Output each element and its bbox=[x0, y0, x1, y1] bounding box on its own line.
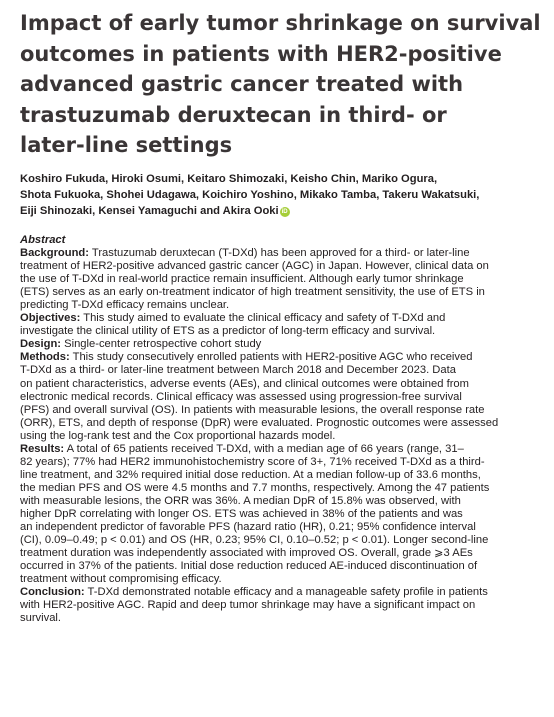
section-text: electronic medical records. Clinical efficacy was assessed using progression-free survival bbox=[20, 390, 462, 403]
title-line: Impact of early tumor shrinkage on survival bbox=[20, 11, 541, 35]
section-label: Methods: bbox=[20, 351, 70, 364]
author-line-last bbox=[20, 203, 540, 219]
section-text: higher DpR correlating with longer OS. ETS was achieved in 38% of the patients and was bbox=[20, 507, 463, 520]
section-text: treatment without compromising efficacy. bbox=[20, 573, 222, 586]
abstract-objectives bbox=[20, 312, 544, 338]
author-line: Koshiro Fukuda, Hiroki Osumi, Keitaro Shimozaki, Keisho Chin, Mariko Ogura, bbox=[20, 173, 438, 185]
section-label: Objectives: bbox=[20, 312, 81, 325]
section-text: survival. bbox=[20, 612, 62, 625]
article-title bbox=[20, 8, 540, 161]
section-label: Results: bbox=[20, 442, 65, 455]
author-list bbox=[20, 171, 540, 219]
section-text: on patient characteristics, adverse events (AEs), and clinical outcomes were obtained from bbox=[20, 377, 469, 390]
title-line: advanced gastric cancer treated with bbox=[20, 72, 464, 96]
title-line: outcomes in patients with HER2-positive bbox=[20, 41, 502, 66]
abstract-methods bbox=[20, 351, 544, 442]
section-text: (ETS) serves as an early on-treatment indicator of high treatment sensitivity, the use of ETS in bbox=[20, 286, 485, 299]
section-text: Single-center retrospective cohort study bbox=[61, 338, 262, 351]
section-text: 82 years); 77% had HER2 immunohistochemistry score of 3+, 71% received T-DXd as a third- bbox=[20, 455, 485, 468]
abstract-heading: Abstract bbox=[20, 234, 66, 246]
abstract-design bbox=[20, 338, 544, 351]
section-text: investigate the clinical utility of ETS as a predictor of long-term efficacy and survival. bbox=[20, 325, 436, 338]
section-text: the use of T-DXd in real-world practice remain insufficient. Although early tumor shrinkage bbox=[20, 273, 464, 286]
section-text: (PFS) and overall survival (OS). In patients with measurable lesions, the overall response rate bbox=[20, 403, 485, 416]
section-text: treatment of HER2-positive advanced gastric cancer (AGC) in Japan. However, clinical data on bbox=[20, 260, 489, 273]
section-text: occurred in 37% of the patients. Initial dose reduction reduced AE-induced discontinuation of bbox=[20, 560, 478, 573]
title-line: later-line settings bbox=[20, 133, 233, 157]
section-text: line treatment, and 32% required initial dose reduction. At a median follow-up of 33.6 months, bbox=[20, 468, 481, 481]
section-text: T-DXd demonstrated notable efficacy and a manageable safety profile in patients bbox=[84, 586, 488, 599]
section-text: (CI), 0.09–0.49; p < 0.01) and OS (HR, 0.23; 95% CI, 0.10–0.52; p < 0.01). Longer second-line bbox=[20, 534, 489, 547]
section-text: with HER2-positive AGC. Rapid and deep tumor shrinkage may have a significant impact on bbox=[20, 599, 476, 612]
section-text: the median PFS and OS were 4.5 months and 7.7 months, respectively. Among the 47 patients bbox=[20, 481, 490, 494]
section-label: Conclusion: bbox=[20, 586, 85, 599]
section-text: an independent predictor of favorable PFS (hazard ratio (HR), 0.21; 95% confidence interval bbox=[20, 521, 476, 534]
section-text: using the log-rank test and the Cox proportional hazards model. bbox=[20, 429, 336, 442]
abstract bbox=[20, 234, 544, 625]
abstract-conclusion bbox=[20, 586, 544, 625]
abstract-results bbox=[20, 443, 544, 587]
section-label: Background: bbox=[20, 247, 89, 260]
author-line: Shota Fukuoka, Shohei Udagawa, Koichiro Yoshino, Mikako Tamba, Takeru Wakatsuki, bbox=[20, 189, 480, 201]
title-line: trastuzumab deruxtecan in third- or bbox=[20, 102, 447, 127]
section-label: Design: bbox=[20, 338, 62, 351]
section-text: with measurable lesions, the ORR was 36%. A median DpR of 15.8% was observed, with bbox=[20, 494, 461, 507]
section-text: This study aimed to evaluate the clinical efficacy and safety of T-DXd and bbox=[80, 312, 446, 325]
author-line-text: Eiji Shinozaki, Kensei Yamaguchi and Akira Ooki bbox=[20, 205, 279, 217]
abstract-background bbox=[20, 247, 544, 312]
section-text: Trastuzumab deruxtecan (T-DXd) has been approved for a third- or later-line bbox=[89, 247, 470, 260]
section-text: predicting T-DXd efficacy remains unclear. bbox=[20, 299, 230, 312]
section-text: treatment duration was independently associated with improved OS. Overall, grade ⩾3 AEs bbox=[20, 547, 473, 560]
orcid-icon[interactable]: iD bbox=[281, 209, 288, 215]
section-text: (ORR), ETS, and depth of response (DpR) were evaluated. Prognostic outcomes were assessed bbox=[20, 416, 499, 429]
section-text: T-DXd as a third- or later-line treatment between March 2018 and December 2023. Data bbox=[20, 364, 456, 377]
section-text: This study consecutively enrolled patients with HER2-positive AGC who received bbox=[69, 351, 473, 364]
section-text: A total of 65 patients received T-DXd, with a median age of 66 years (range, 31– bbox=[64, 442, 464, 455]
